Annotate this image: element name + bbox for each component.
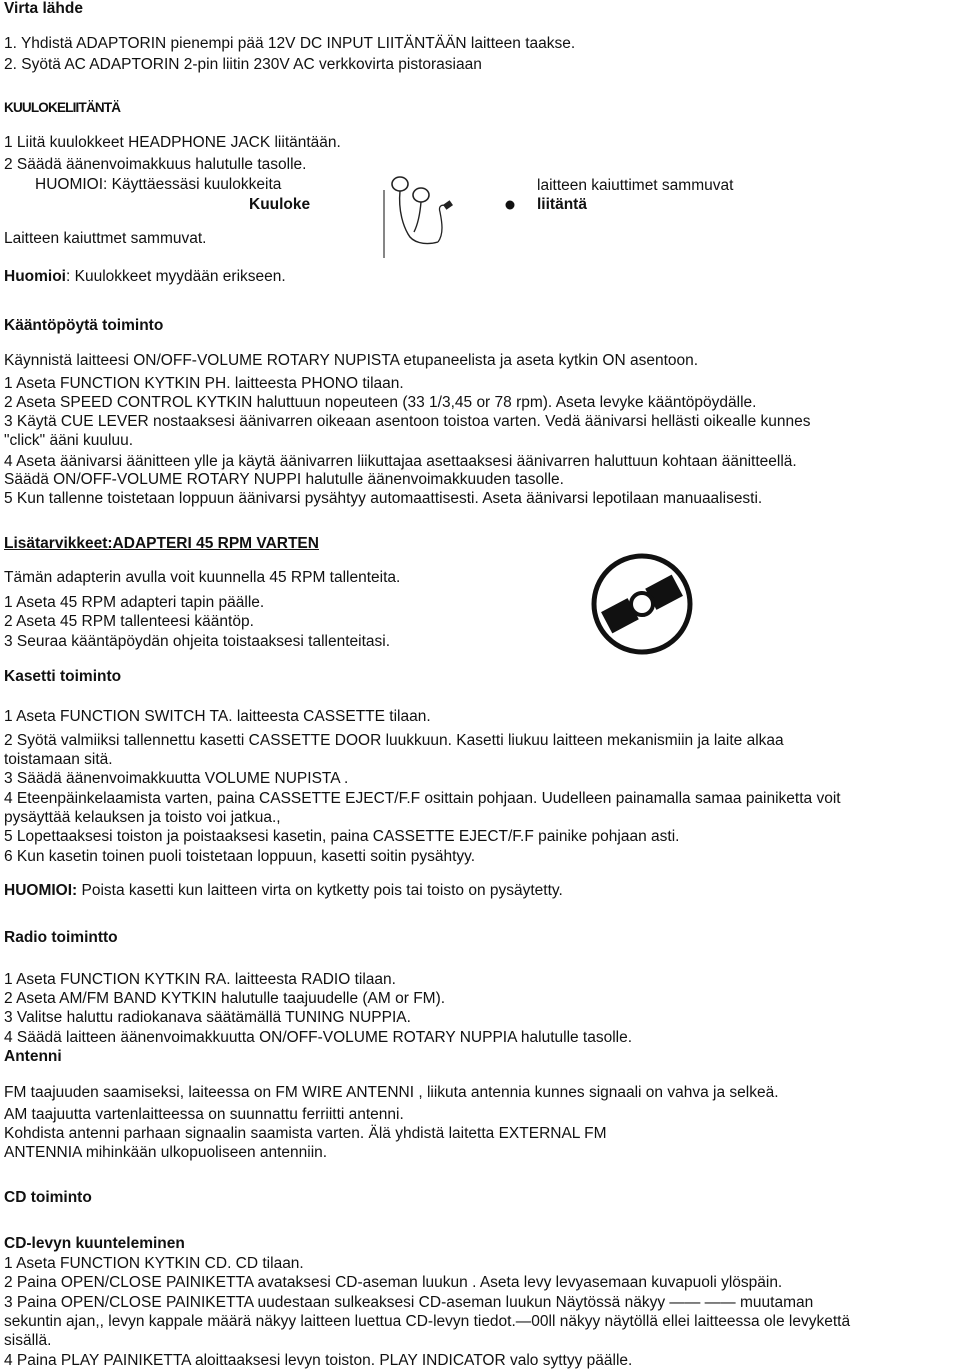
cassette-line-4: 3 Säädä äänenvoimakkuutta VOLUME NUPISTA . bbox=[4, 770, 349, 787]
antenna-line-1: FM taajuuden saamiseksi, laiteessa on FM WIRE ANTENNI , liikuta antennia kunnes signaali on vahva ja selkeä. bbox=[4, 1084, 779, 1101]
headphone-label-right-2: liitäntä bbox=[537, 196, 587, 213]
cd-line-4: sekuntin ajan,, levyn kappale määrä näkyy laitteen luettua CD-levyn tiedot.—00ll näkyy näytöllä ellei laitteessa ole levykettä bbox=[4, 1313, 851, 1330]
cassette-line-3: toistamaan sitä. bbox=[4, 751, 113, 768]
radio-line-3: 3 Valitse haluttu radiokanava säätämällä TUNING NUPPIA. bbox=[4, 1009, 411, 1026]
adapter-line-2: 1 Aseta 45 RPM adapteri tapin päälle. bbox=[4, 594, 265, 611]
cd-line-5: sisällä. bbox=[4, 1332, 52, 1349]
turntable-line-2: 1 Aseta FUNCTION KYTKIN PH. laitteesta PHONO tilaan. bbox=[4, 375, 404, 392]
turntable-line-5: "click" ääni kuuluu. bbox=[4, 432, 134, 449]
section-heading-radio: Radio toimintto bbox=[4, 929, 118, 946]
cd-line-2: 2 Paina OPEN/CLOSE PAINIKETTA avataksesi CD-aseman luukun . Aseta levy levyasemaan kuvapuoli ylöspäin. bbox=[4, 1274, 783, 1291]
headphone-huomioi bbox=[4, 268, 286, 286]
turntable-line-7: Säädä ON/OFF-VOLUME ROTARY NUPPI halutulle äänenvoimakkuuden tasolle. bbox=[4, 471, 564, 488]
huomioi-text: : Kuulokkeet myydään erikseen. bbox=[66, 268, 286, 285]
headphone-line-1: 1 Liitä kuulokkeet HEADPHONE JACK liitäntään. bbox=[4, 134, 341, 151]
cassette-line-6: pysäyttää kelauksen ja toisto voi jatkua., bbox=[4, 809, 281, 826]
turntable-line-1: Käynnistä laitteesi ON/OFF-VOLUME ROTARY NUPISTA etupaneelista ja aseta kytkin ON asentoon. bbox=[4, 352, 699, 369]
headphone-label-right-1: laitteen kaiuttimet sammuvat bbox=[537, 177, 734, 194]
turntable-line-6: 4 Aseta äänivarsi äänitteen ylle ja käytä äänivarren liikuttajaa asettaaksesi äänivarren haluttuun kohtaan äänitteellä. bbox=[4, 453, 797, 470]
section-heading-turntable: Kääntöpöytä toiminto bbox=[4, 317, 164, 334]
section-heading-antenna: Antenni bbox=[4, 1048, 62, 1065]
huomioi-label: Huomioi bbox=[4, 268, 66, 285]
section-heading-cassette: Kasetti toiminto bbox=[4, 668, 122, 685]
radio-line-2: 2 Aseta AM/FM BAND KYTKIN halutulle taajuudelle (AM or FM). bbox=[4, 990, 446, 1007]
cassette-line-8: 6 Kun kasetin toinen puoli toistetaan loppuun, kasetti soitin pysähtyy. bbox=[4, 848, 476, 865]
antenna-line-4: ANTENNIA mihinkään ulkopuoliseen antenniin. bbox=[4, 1144, 328, 1161]
section-heading-headphone: KUULOKELIITÄNTÄ bbox=[4, 100, 121, 115]
headphone-illustration bbox=[378, 172, 528, 258]
antenna-line-3: Kohdista antenni parhaan signaalin saamista varten. Älä yhdistä laitetta EXTERNAL FM bbox=[4, 1125, 607, 1142]
radio-line-4: 4 Säädä laitteen äänenvoimakkuutta ON/OFF-VOLUME ROTARY NUPPIA halutulle tasolle. bbox=[4, 1029, 633, 1046]
headphone-line-2: 2 Säädä äänenvoimakkuus halutulle tasolle. bbox=[4, 156, 307, 173]
cd-line-1: 1 Aseta FUNCTION KYTKIN CD. CD tilaan. bbox=[4, 1255, 304, 1272]
cassette-note bbox=[4, 882, 563, 900]
cd-line-3: 3 Paina OPEN/CLOSE PAINIKETTA uudestaan sulkeaksesi CD-aseman luukun Näytössä näkyy —— —— muutaman bbox=[4, 1294, 814, 1311]
power-line-2: 2. Syötä AC ADAPTORIN 2-pin liitin 230V AC verkkovirta pistorasiaan bbox=[4, 56, 482, 73]
cd-line-6: 4 Paina PLAY PAINIKETTA aloittaaksesi levyn toiston. PLAY INDICATOR valo syttyy päälle. bbox=[4, 1352, 633, 1369]
section-heading-adapter: Lisätarvikkeet:ADAPTERI 45 RPM VARTEN bbox=[4, 535, 319, 552]
rpm-adapter-illustration bbox=[588, 550, 698, 658]
radio-line-1: 1 Aseta FUNCTION KYTKIN RA. laitteesta RADIO tilaan. bbox=[4, 971, 396, 988]
turntable-line-3: 2 Aseta SPEED CONTROL KYTKIN haluttuun nopeuteen (33 1/3,45 or 78 rpm). Aseta levyke kääntöpöydälle. bbox=[4, 394, 757, 411]
turntable-line-8: 5 Kun tallenne toistetaan loppuun äänivarsi pysähtyy automaattisesti. Aseta äänivarsi lepotilaan manuaalisesti. bbox=[4, 490, 763, 507]
cassette-line-5: 4 Eteenpäinkelaamista varten, paina CASSETTE EJECT/F.F osittain pohjaan. Uudelleen painamalla samaa painiketta voit bbox=[4, 790, 841, 807]
headphone-label-kuuloke: Kuuloke bbox=[249, 196, 311, 213]
cd-subheading: CD-levyn kuunteleminen bbox=[4, 1235, 185, 1252]
headphone-note: HUOMIOI: Käyttäessäsi kuulokkeita bbox=[35, 176, 282, 193]
power-line-1: 1. Yhdistä ADAPTORIN pienempi pää 12V DC INPUT LIITÄNTÄÄN laitteen taakse. bbox=[4, 35, 576, 52]
cassette-line-1: 1 Aseta FUNCTION SWITCH TA. laitteesta CASSETTE tilaan. bbox=[4, 708, 431, 725]
turntable-line-4: 3 Käytä CUE LEVER nostaaksesi äänivarren oikeaan asentoon toistoa varten. Vedä äänivarsi hellästi oikealle kunnes bbox=[4, 413, 811, 430]
antenna-line-2: AM taajuutta vartenlaitteessa on suunnattu ferriitti antenni. bbox=[4, 1106, 404, 1123]
cassette-note-label: HUOMIOI: bbox=[4, 882, 78, 899]
adapter-line-4: 3 Seuraa kääntäpöydän ohjeita toistaaksesi tallenteitasi. bbox=[4, 633, 391, 650]
section-heading-power: Virta lähde bbox=[4, 0, 83, 17]
headphone-after: Laitteen kaiuttmet sammuvat. bbox=[4, 230, 207, 247]
cassette-line-2: 2 Syötä valmiiksi tallennettu kasetti CASSETTE DOOR luukkuun. Kasetti liukuu laitteen mekanismiin ja laite alkaa bbox=[4, 732, 784, 749]
adapter-line-1: Tämän adapterin avulla voit kuunnella 45 RPM tallenteita. bbox=[4, 569, 401, 586]
cassette-note-text: Poista kasetti kun laitteen virta on kytketty pois tai toisto on pysäytetty. bbox=[77, 882, 563, 899]
cassette-line-7: 5 Lopettaaksesi toiston ja poistaaksesi kasetin, paina CASSETTE EJECT/F.F painike pohjaan asti. bbox=[4, 828, 680, 845]
section-heading-cd: CD toiminto bbox=[4, 1189, 92, 1206]
adapter-line-3: 2 Aseta 45 RPM tallenteesi kääntöp. bbox=[4, 613, 254, 630]
